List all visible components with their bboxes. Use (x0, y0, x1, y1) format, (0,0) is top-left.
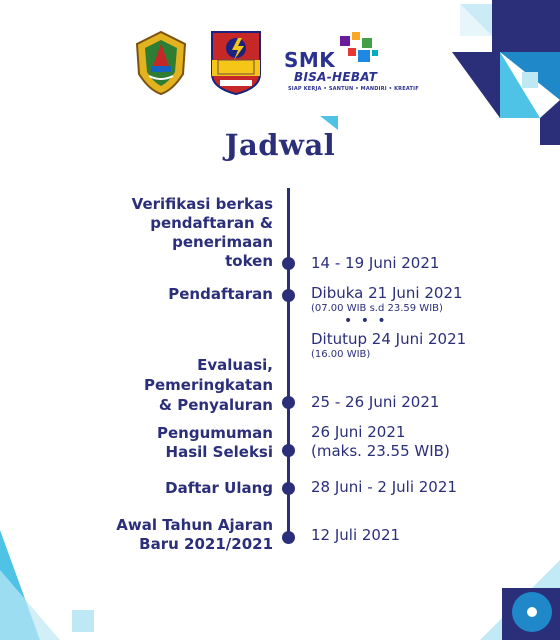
timeline-separator-dots: • • • (344, 313, 388, 329)
smk-logo-word: SMK (284, 48, 336, 72)
page-title: Jadwal (224, 128, 336, 162)
timeline-dot (282, 444, 295, 457)
schedule-label-pengumuman (157, 424, 273, 462)
smk-bisa-hebat-logo (282, 32, 419, 94)
schedule-label-daftar-ulang (165, 479, 273, 498)
schedule-date-awal-tahun: 12 Juli 2021 (311, 526, 401, 544)
timeline-dot (282, 531, 295, 544)
timeline-dot (282, 289, 295, 302)
label-line: Baru 2021/2021 (139, 535, 273, 553)
schedule-note-pendaftaran-open: (07.00 WIB s.d 23.59 WIB) (311, 303, 443, 314)
label-line: token (225, 252, 273, 270)
label-line: Pendaftaran (168, 285, 273, 303)
schedule-date-verifikasi: 14 - 19 Juni 2021 (311, 254, 440, 272)
schedule-date-pendaftaran-open: Dibuka 21 Juni 2021 (311, 284, 463, 302)
label-line: Pengumuman (156, 424, 273, 442)
decorative-shapes-bottom-left (0, 530, 100, 640)
smk-logo-tagline: SIAP KERJA • SANTUN • MANDIRI • KREATIF (288, 86, 419, 92)
timeline-dot (282, 482, 295, 495)
schedule-label-evaluasi (144, 355, 273, 415)
schedule-date-evaluasi: 25 - 26 Juni 2021 (311, 393, 440, 411)
label-line: Verifikasi berkas (131, 195, 273, 213)
schedule-date-pengumuman: 26 Juni 2021 (311, 423, 406, 441)
schedule-date-pendaftaran-close: Ditutup 24 Juni 2021 (311, 330, 467, 348)
decorative-shapes-top-right (440, 0, 560, 145)
decorative-shapes-bottom-right (480, 560, 560, 640)
label-line: & Penyaluran (158, 396, 273, 414)
schedule-note-pendaftaran-close: (16.00 WIB) (311, 349, 371, 360)
label-line: Pemeringkatan (144, 376, 273, 394)
schedule-label-awal-tahun (116, 516, 273, 554)
timeline-dot (282, 396, 295, 409)
central-java-emblem-logo (133, 30, 189, 96)
label-line: penerimaan (172, 233, 273, 251)
schedule-label-verifikasi (132, 195, 273, 271)
label-line: pendaftaran & (150, 214, 273, 232)
schedule-label-pendaftaran (168, 285, 273, 304)
label-line: Hasil Seleksi (165, 443, 273, 461)
label-line: Evaluasi, (197, 356, 273, 374)
schedule-date-daftar-ulang: 28 Juni - 2 Juli 2021 (311, 478, 457, 496)
timeline-dot (282, 257, 295, 270)
smk-logo-squares-icon (340, 32, 380, 68)
label-line: Daftar Ulang (165, 479, 273, 497)
label-line: Awal Tahun Ajaran (116, 516, 273, 534)
smk-logo-slogan: BISA-HEBAT (294, 70, 378, 84)
schedule-note-pengumuman: (maks. 23.55 WIB) (311, 442, 450, 460)
education-office-logo (210, 30, 262, 96)
